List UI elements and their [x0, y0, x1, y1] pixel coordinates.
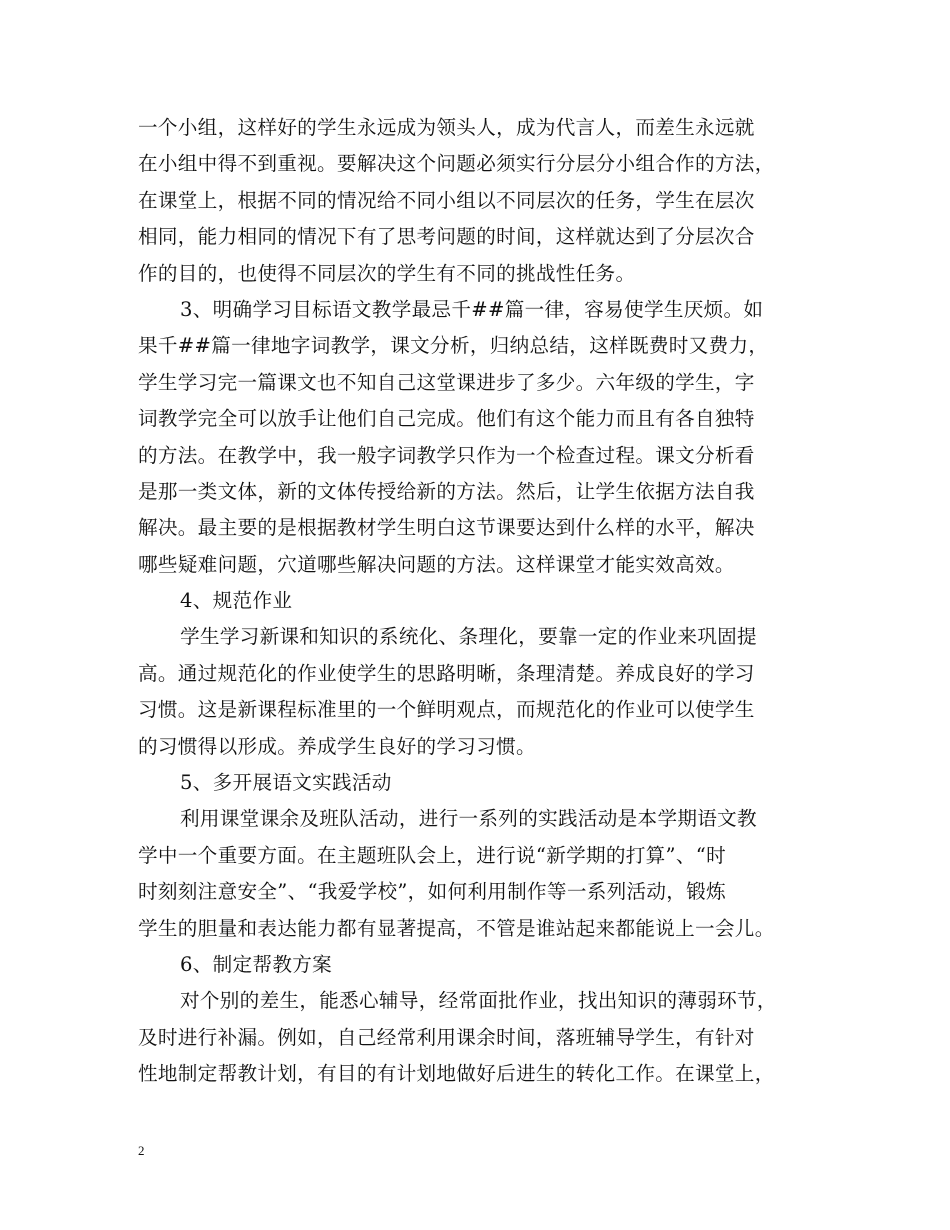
text-line: 利用课堂课余及班队活动，进行一系列的实践活动是本学期语文教: [180, 807, 757, 831]
text-line: 学生学习新课和知识的系统化、条理化，要靠一定的作业来巩固提: [180, 625, 757, 649]
text-line: 4、规范作业: [180, 589, 293, 613]
text-line: 在小组中得不到重视。要解决这个问题必须实行分层分小组合作的方法，: [138, 152, 775, 176]
text-line: 习惯。这是新课程标准里的一个鲜明观点，而规范化的作业可以使学生: [138, 698, 755, 722]
text-line: 解决。最主要的是根据教材学生明白这节课要达到什么样的水平，解决: [138, 516, 755, 540]
text-line: 6、制定帮教方案: [180, 952, 333, 976]
text-line: 相同，能力相同的情况下有了思考问题的时间，这样就达到了分层次合: [138, 225, 755, 249]
text-line: 高。通过规范化的作业使学生的思路明晰，条理清楚。养成良好的学习: [138, 661, 755, 685]
text-line: 在课堂上，根据不同的情况给不同小组以不同层次的任务，学生在层次: [138, 188, 755, 212]
text-line: 对个别的差生，能悉心辅导，经常面批作业，找出知识的薄弱环节，: [180, 989, 777, 1013]
body-text: [138, 110, 828, 1093]
text-line: 哪些疑难问题，穴道哪些解决问题的方法。这样课堂才能实效高效。: [138, 552, 735, 576]
text-line: 的方法。在教学中，我一般字词教学只作为一个检查过程。课文分析看: [138, 443, 755, 467]
text-line: 性地制定帮教计划，有目的有计划地做好后进生的转化工作。在课堂上，: [138, 1062, 775, 1086]
text-line: 的习惯得以形成。养成学生良好的学习习惯。: [138, 734, 536, 758]
text-line: 及时进行补漏。例如，自己经常利用课余时间，落班辅导学生，有针对: [138, 1025, 755, 1049]
text-line: 学生的胆量和表达能力都有显著提高，不管是谁站起来都能说上一会儿。: [138, 916, 775, 940]
text-line: 3、明确学习目标语文教学最忌千##篇一律，容易使学生厌烦。如: [180, 297, 764, 321]
text-line: 是那一类文体，新的文体传授给新的方法。然后，让学生依据方法自我: [138, 479, 755, 503]
text-line: 5、多开展语文实践活动: [180, 771, 392, 795]
text-line: 学中一个重要方面。在主题班队会上，进行说“新学期的打算”、“时: [138, 843, 726, 867]
text-line: 一个小组，这样好的学生永远成为领头人，成为代言人，而差生永远就: [138, 116, 755, 139]
page-number: 2: [138, 1143, 145, 1158]
text-line: 果千##篇一律地字词教学，课文分析，归纳总结，这样既费时又费力，: [138, 334, 769, 358]
text-line: 学生学习完一篇课文也不知自己这堂课进步了多少。六年级的学生，字: [138, 370, 755, 394]
text-line: 词教学完全可以放手让他们自己完成。他们有这个能力而且有各自独特: [138, 407, 755, 431]
text-line: 时刻刻注意安全”、“我爱学校”，如何利用制作等一系列活动，锻炼: [138, 880, 726, 904]
text-line: 作的目的，也使得不同层次的学生有不同的挑战性任务。: [138, 261, 636, 285]
